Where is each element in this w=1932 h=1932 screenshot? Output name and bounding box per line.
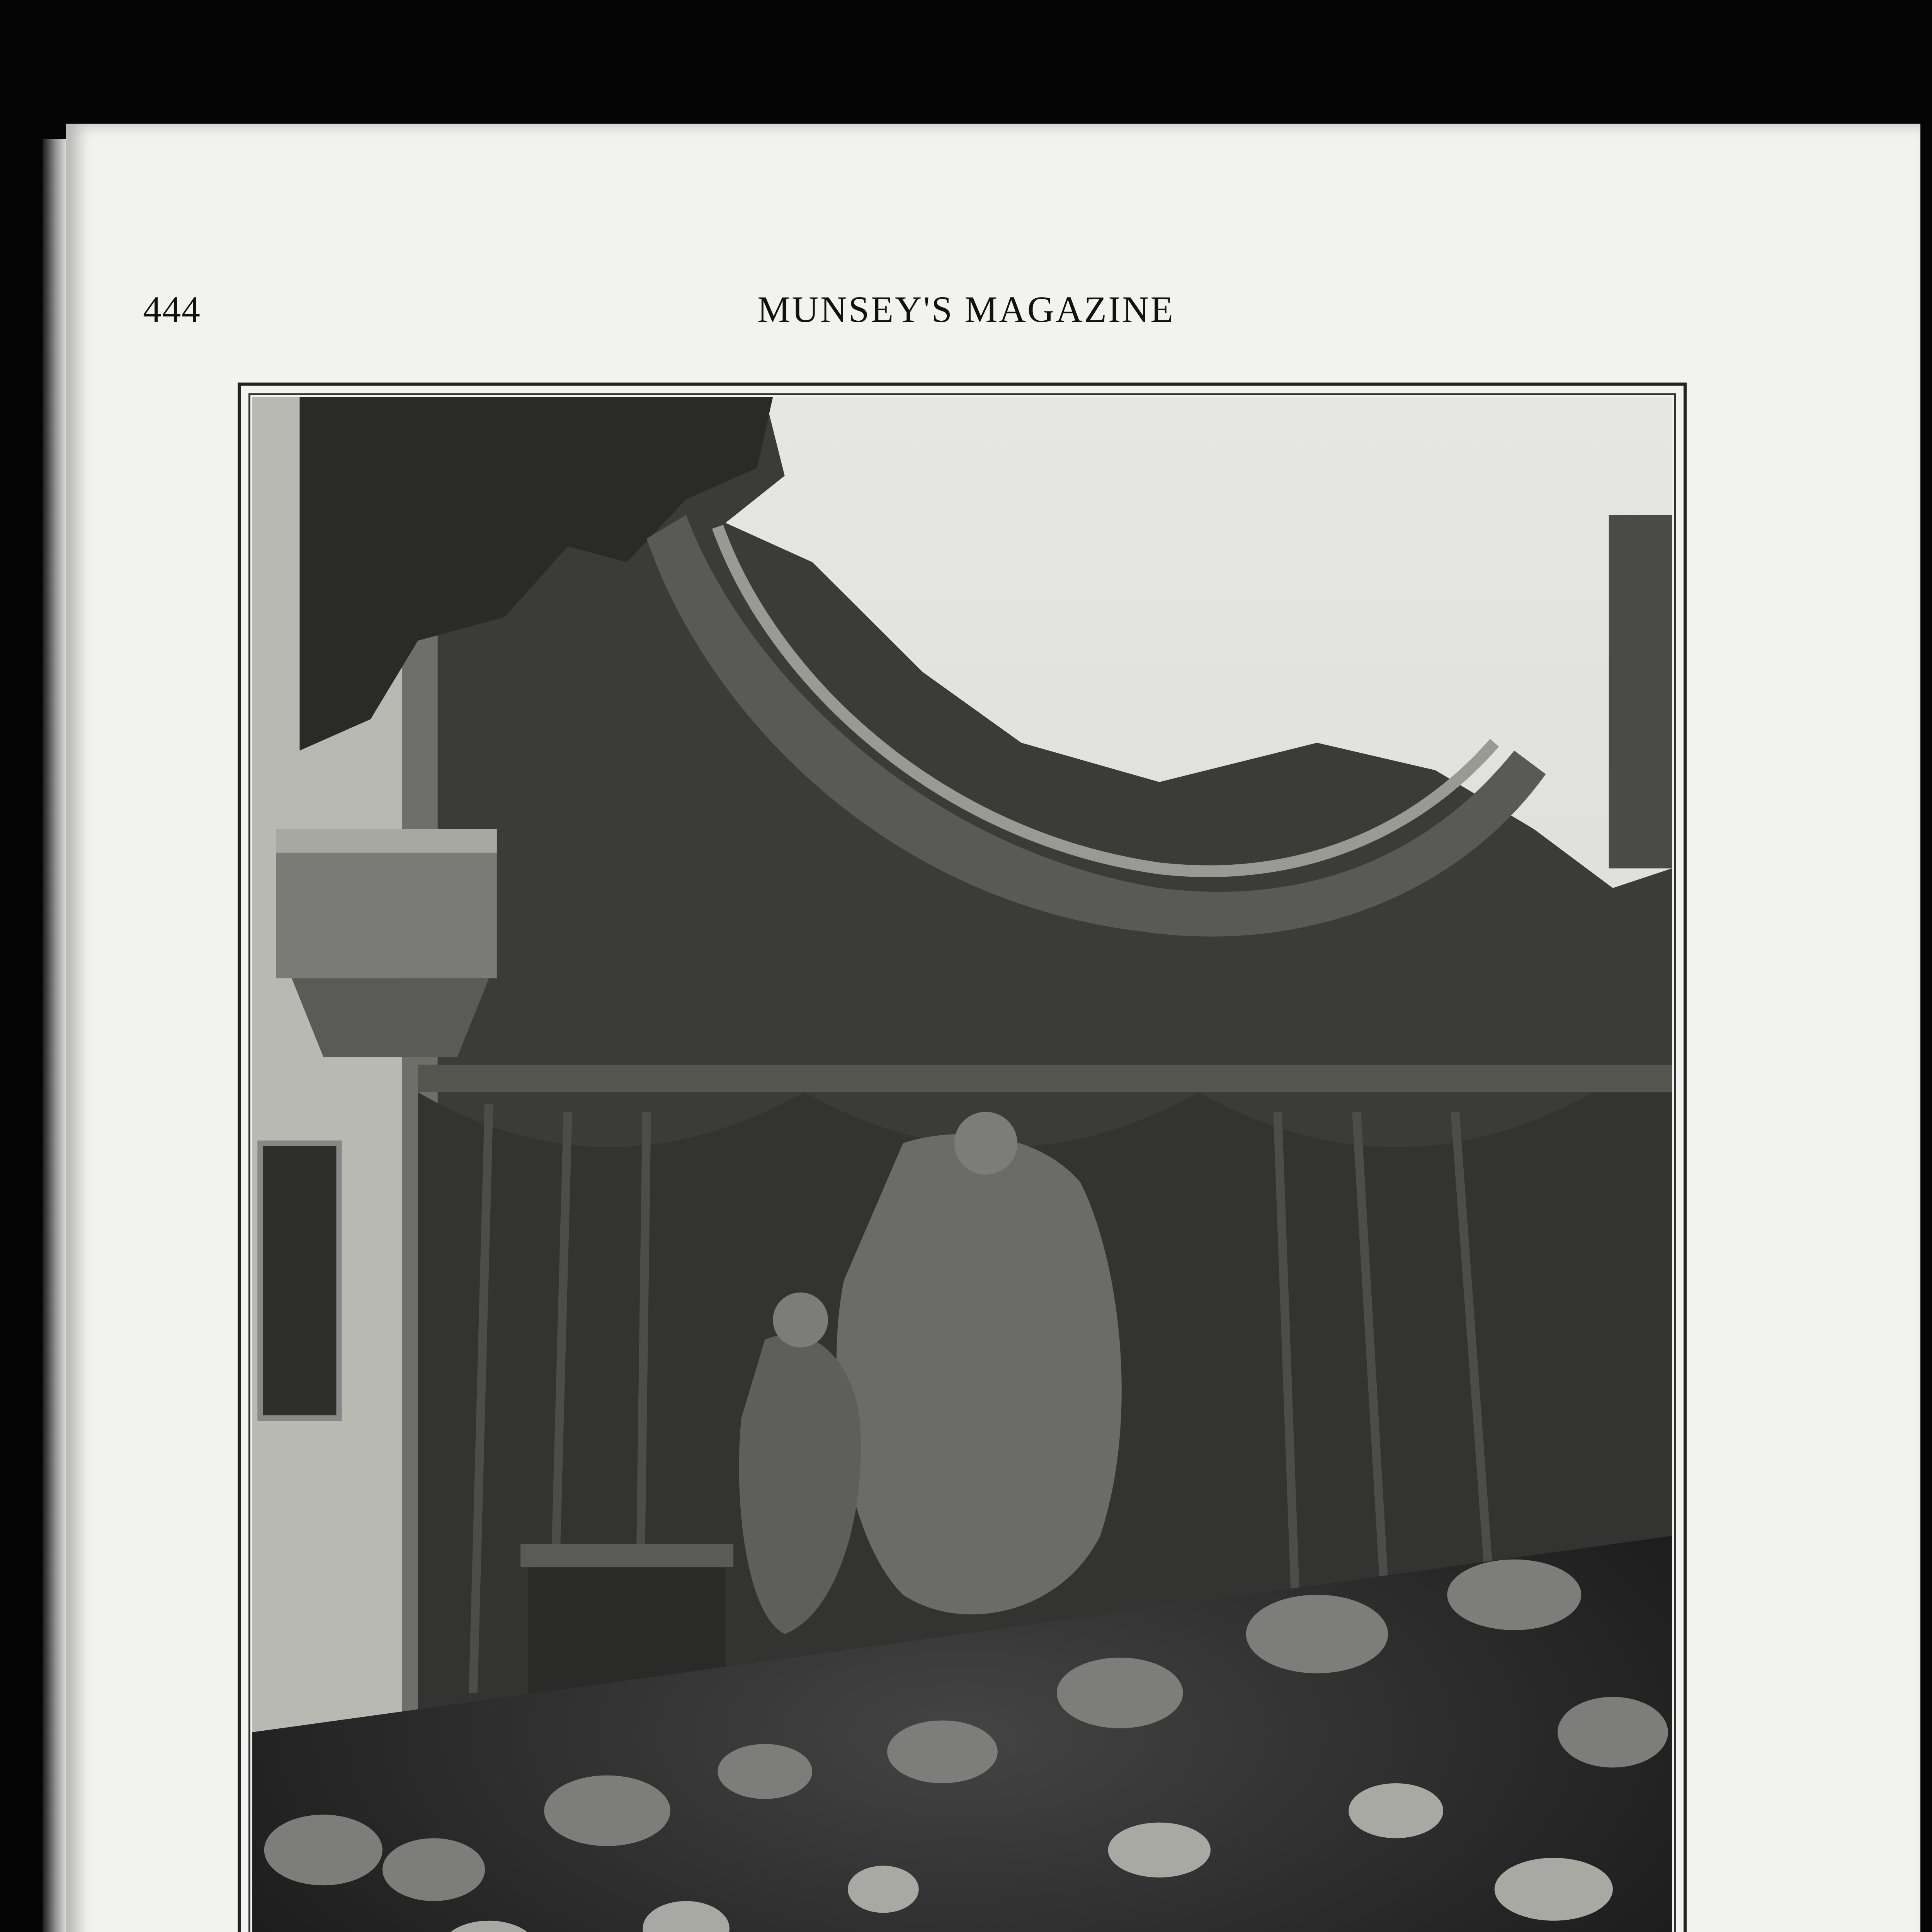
ruined-church-illustration — [252, 397, 1672, 1932]
page-binding-edge — [43, 139, 66, 1932]
photo-frame — [238, 383, 1687, 1932]
page-number: 444 — [143, 289, 201, 330]
ruined-church-photo — [252, 397, 1672, 1932]
running-head: MUNSEY'S MAGAZINE — [757, 289, 1175, 330]
